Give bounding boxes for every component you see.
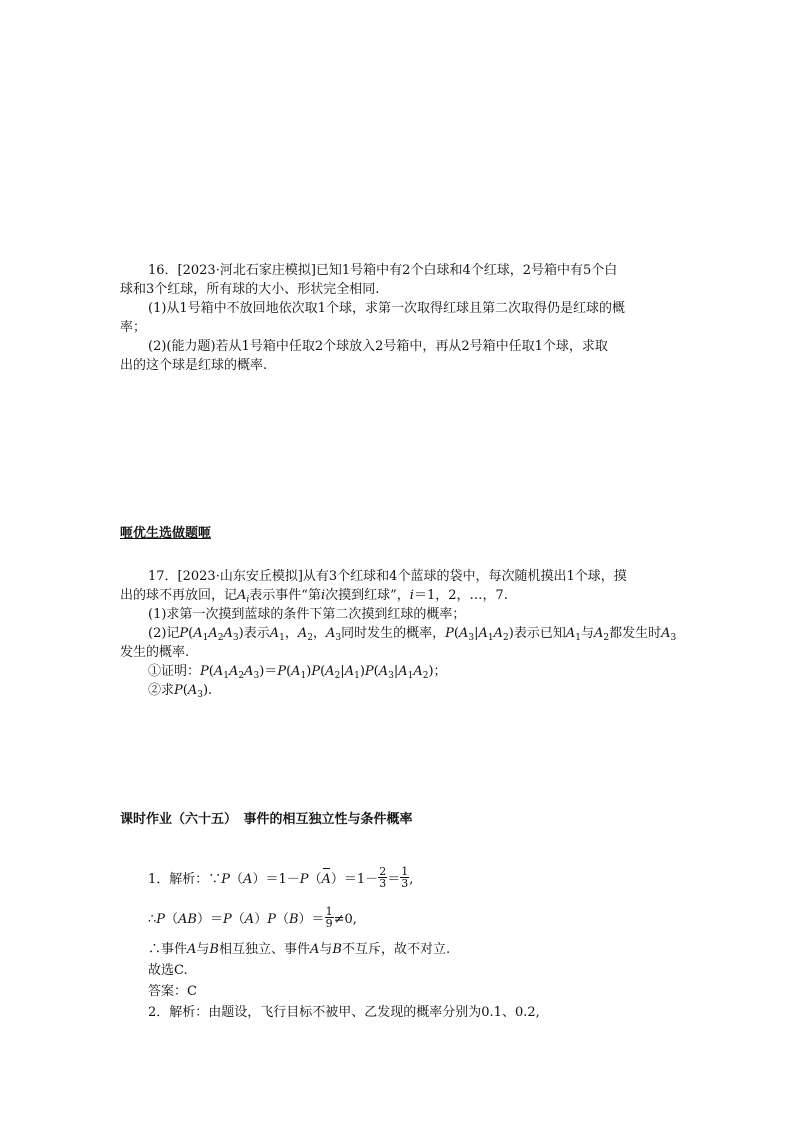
q17-line-2: 出的球不再放回，记$A_i$表示事件“第i次摸到红球”，i＝1，2，…，7. — [120, 588, 508, 605]
fraction-1-9: $\frac{1}{9}$ — [325, 905, 333, 930]
solution-1-answer: 答案：C — [148, 984, 197, 999]
section-title: 咂优生选做题咂 — [120, 526, 212, 541]
solution-1-line-3: ∴事件A与B相互独立、事件A与B不互斥，故不对立. — [148, 942, 451, 957]
q16-line-3: (1)从1号箱中不放回地依次取1个球，求第一次取得红球且第二次取得仍是红球的概 — [148, 301, 625, 316]
solution-1-line-4: 故选C. — [148, 963, 188, 978]
q16-line-6: 出的这个球是红球的概率. — [120, 358, 268, 373]
solution-2-line-1: 2．解析：由题设，飞行目标不被甲、乙发现的概率分别为0.1、0.2, — [148, 1005, 540, 1020]
q16-line-5: (2)(能力题)若从1号箱中任取2个球放入2号箱中，再从2号箱中任取1个球，求取 — [148, 339, 608, 354]
fraction-1-3: $\frac{1}{3}$ — [401, 865, 409, 890]
q17-line-6: ①证明：$P(A_1A_2A_3)=P(A_1)P(A_2|A_1)P(A_3|A_1A_2)$； — [148, 664, 447, 681]
q17-line-3: (1)求第一次摸到蓝球的条件下第二次摸到红球的概率； — [148, 607, 466, 622]
q16-line-1: 16．[2023·河北石家庄模拟]已知1号箱中有2个白球和4个红球，2号箱中有5个白 — [148, 263, 618, 278]
q17-line-5: 发生的概率. — [120, 645, 190, 660]
solution-1-line-1: 1．解析：∵P（A）＝1－P（A）＝1－ $\frac{2}{3}$ ＝ $\frac{1}{3}$ , — [148, 865, 414, 890]
q17-line-4: (2)记$P(A_1A_2A_3)$表示$A_1$，$A_2$，$A_3$同时发生的概率，$P(A_3|A_1A_2)$表示已知$A_1$与$A_2$都发生时$A_3$ — [148, 626, 677, 643]
q16-line-4: 率； — [120, 320, 147, 335]
solution-1-line-2: ∴P（AB）＝P（A）P（B）＝ $\frac{1}{9}$ ≠0, — [148, 905, 357, 930]
q17-line-1: 17．[2023·山东安丘模拟]从有3个红球和4个蓝球的袋中，每次随机摸出1个球，摸 — [148, 569, 627, 584]
fraction-2-3: $\frac{2}{3}$ — [379, 865, 387, 890]
q16-line-2: 球和3个红球，所有球的大小、形状完全相同. — [120, 282, 380, 297]
q17-line-7: ②求$P(A_3)$. — [148, 683, 213, 700]
homework-title: 课时作业（六十五） 事件的相互独立性与条件概率 — [120, 812, 413, 827]
